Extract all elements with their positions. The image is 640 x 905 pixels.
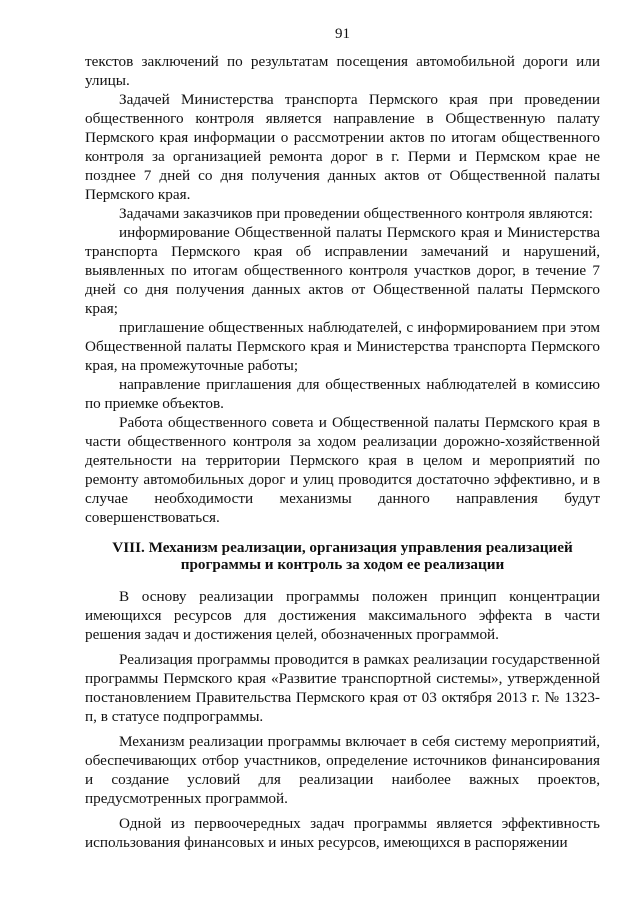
paragraph: Реализация программы проводится в рамках реализации государственной программы Пермского края «Развитие транспортной системы», утвержденной постановлением Правительства Пермского края от 03 октября 2013 г. № 1323-п, в статусе подпрограммы. (85, 651, 600, 725)
paragraph: Задачами заказчиков при проведении общественного контроля являются: (119, 205, 593, 222)
page-number: 91 (335, 26, 350, 42)
section-heading: VIII. Механизм реализации, организация управления реализацией программы и контроль за ходом ее реализации (112, 539, 573, 573)
paragraph: Задачей Министерства транспорта Пермского края при проведении общественного контроля является направление в Общественную палату Пермского края информации о рассмотрении актов по итогам общественного контроля за организацией ремонта дорог в г. Перми и Пермском крае не позднее 7 дней со дня получения данных актов от Общественной палаты Пермского края. (85, 91, 600, 203)
paragraph: В основу реализации программы положен принцип концентрации имеющихся ресурсов для достижения максимального эффекта в части решения задач и достижения целей, обозначенных программой. (85, 588, 600, 643)
list-item: информирование Общественной палаты Пермского края и Министерства транспорта Пермского края об исправлении замечаний и нарушений, выявленных по итогам общественного контроля участков дорог, в течение 7 дней со дня получения данных актов от Общественной палаты Пермского края; (85, 224, 600, 317)
paragraph: Работа общественного совета и Общественной палаты Пермского края в части общественного контроля за ходом реализации дорожно-хозяйственной деятельности на территории Пермского края в целом и мероприятий по ремонту автомобильных дорог и улиц проводится достаточно эффективно, и в случае необходимости механизмы данного направления будут совершенствоваться. (85, 414, 600, 526)
paragraph: Одной из первоочередных задач программы является эффективность использования финансовых и иных ресурсов, имеющихся в распоряжении (85, 815, 600, 851)
list-item: приглашение общественных наблюдателей, с информированием при этом Общественной палаты Пермского края и Министерства транспорта Пермского края, на промежуточные работы; (85, 319, 600, 374)
list-item: направление приглашения для общественных наблюдателей в комиссию по приемке объектов. (85, 376, 600, 412)
paragraph: текстов заключений по результатам посещения автомобильной дороги или улицы. (85, 53, 600, 89)
paragraph: Механизм реализации программы включает в себя систему мероприятий, обеспечивающих отбор участников, определение источников финансирования и создание условий для реализации наиболее важных проектов, предусмотренных программой. (85, 733, 600, 807)
